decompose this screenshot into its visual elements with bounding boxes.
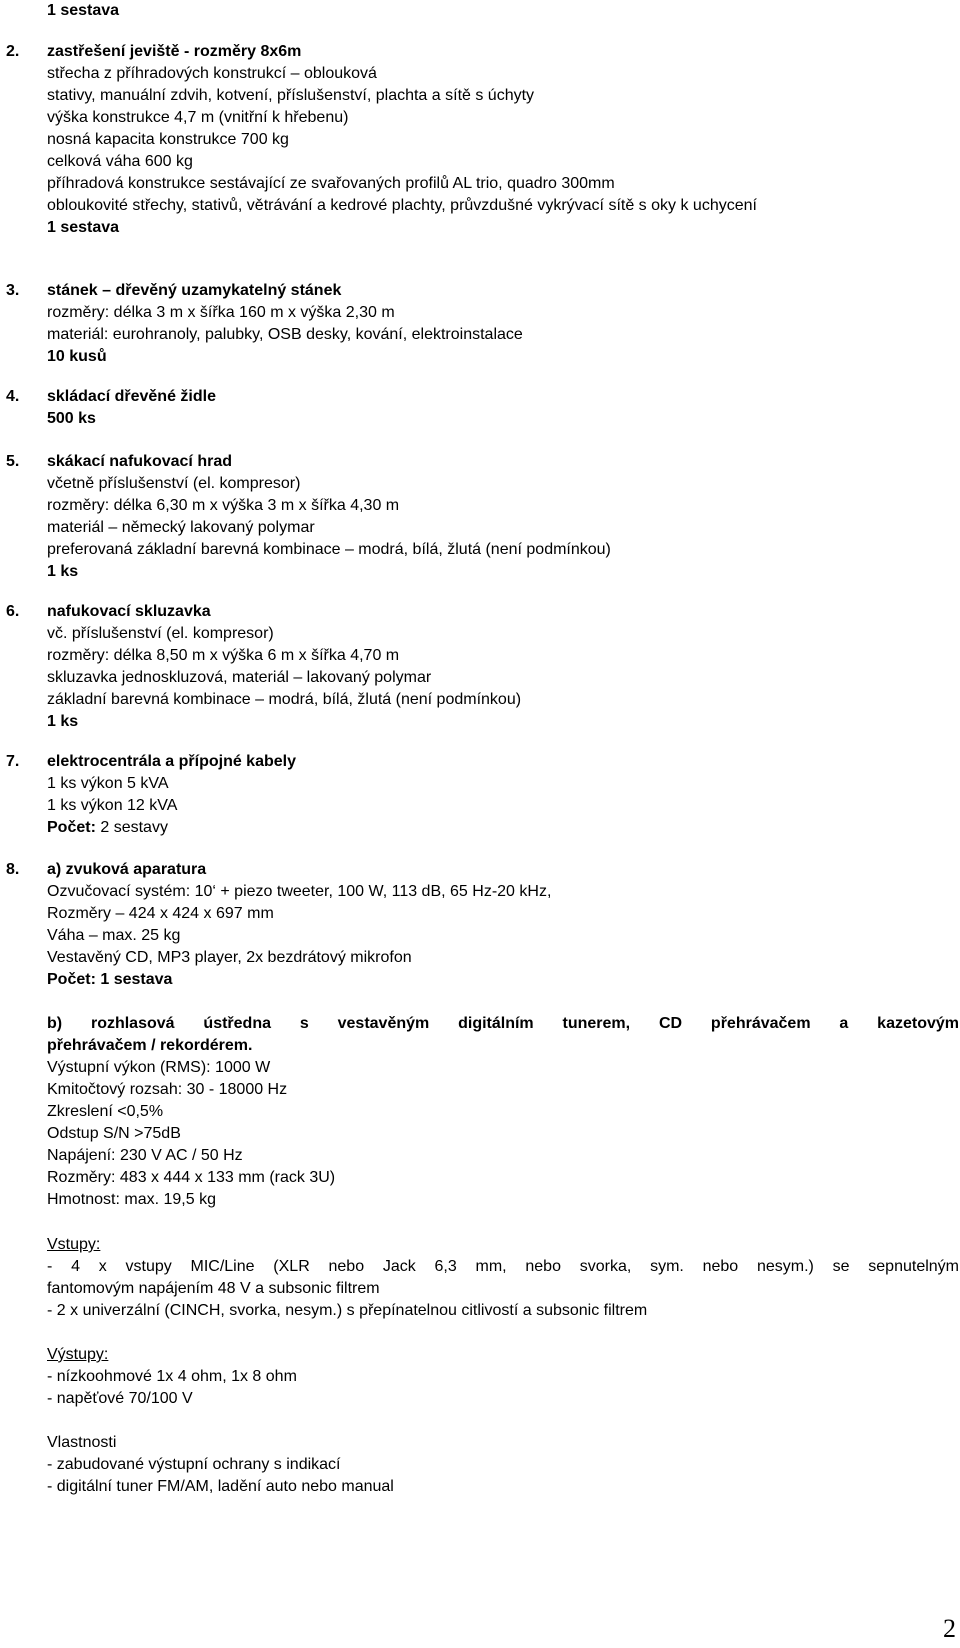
section-6-line: základní barevná kombinace – modrá, bílá, žlutá (není podmínkou) <box>47 691 522 708</box>
section-4-quantity: 500 ks <box>47 410 96 427</box>
section-8b-spec: Výstupní výkon (RMS): 1000 W <box>47 1059 271 1076</box>
section-5-line: včetně příslušenství (el. kompresor) <box>47 475 301 492</box>
section-8-number: 8. <box>6 861 20 878</box>
section-5-quantity: 1 ks <box>47 563 79 580</box>
section-8b-spec: Kmitočtový rozsah: 30 - 18000 Hz <box>47 1081 288 1098</box>
section-5-number: 5. <box>6 453 20 470</box>
section-4-number: 4. <box>6 388 20 405</box>
outputs-line: - napěťové 70/100 V <box>47 1390 193 1407</box>
section-8a-title: a) zvuková aparatura <box>47 861 207 878</box>
section-6-line: rozměry: délka 8,50 m x výška 6 m x šířka 4,70 m <box>47 647 400 664</box>
section-6-title: nafukovací skluzavka <box>47 603 211 620</box>
inputs-line: - 2 x univerzální (CINCH, svorka, nesym.) s přepínatelnou citlivostí a subsonic filtrem <box>47 1302 648 1319</box>
section-7-line: 1 ks výkon 12 kVA <box>47 797 178 814</box>
section-7-number: 7. <box>6 753 20 770</box>
section-7-title: elektrocentrála a přípojné kabely <box>47 753 296 770</box>
section-2-number: 2. <box>6 43 20 60</box>
section-3-quantity: 10 kusů <box>47 348 107 365</box>
section-8b-spec: Napájení: 230 V AC / 50 Hz <box>47 1147 243 1164</box>
inputs-line: fantomovým napájením 48 V a subsonic filtrem <box>47 1280 380 1297</box>
section-2-line: stativy, manuální zdvih, kotvení, příslušenství, plachta a sítě s úchyty <box>47 87 535 104</box>
top-quantity: 1 sestava <box>47 2 120 19</box>
section-8a-line: Váha – max. 25 kg <box>47 927 181 944</box>
section-2-line: příhradová konstrukce sestávající ze svařovaných profilů AL trio, quadro 300mm <box>47 175 615 192</box>
section-6-quantity: 1 ks <box>47 713 79 730</box>
section-8b-spec: Hmotnost: max. 19,5 kg <box>47 1191 216 1208</box>
page-number: 2 <box>943 1614 956 1643</box>
properties-heading: Vlastnosti <box>47 1434 117 1451</box>
section-2-title: zastřešení jeviště - rozměry 8x6m <box>47 43 302 60</box>
section-8b-spec: Odstup S/N >75dB <box>47 1125 181 1142</box>
section-3-number: 3. <box>6 282 20 299</box>
section-8a-line: Rozměry – 424 x 424 x 697 mm <box>47 905 274 922</box>
section-8a-line: Vestavěný CD, MP3 player, 2x bezdrátový mikrofon <box>47 949 412 966</box>
section-2-line: střecha z příhradových konstrukcí – oblouková <box>47 65 377 82</box>
section-5-line: rozměry: délka 6,30 m x výška 3 m x šířka 4,30 m <box>47 497 400 514</box>
section-3-line: materiál: eurohranoly, palubky, OSB desky, kování, elektroinstalace <box>47 326 523 343</box>
section-6-number: 6. <box>6 603 20 620</box>
section-7-count-value: 2 sestavy <box>95 819 168 836</box>
section-5-title: skákací nafukovací hrad <box>47 453 232 470</box>
outputs-line: - nízkoohmové 1x 4 ohm, 1x 8 ohm <box>47 1368 297 1385</box>
section-6-line: vč. příslušenství (el. kompresor) <box>47 625 274 642</box>
section-3-line: rozměry: délka 3 m x šířka 160 m x výška 2,30 m <box>47 304 395 321</box>
section-2-line: celková váha 600 kg <box>47 153 193 170</box>
inputs-heading: Vstupy: <box>47 1236 101 1253</box>
section-8b-title-line1: b) rozhlasová ústředna s vestavěným digitálním tunerem, CD přehrávačem a kazetovým <box>47 1015 959 1032</box>
section-7-count <box>47 817 168 839</box>
section-7-count-label: Počet: <box>47 819 96 836</box>
section-2-line: nosná kapacita konstrukce 700 kg <box>47 131 289 148</box>
section-8b-title-line2: přehrávačem / rekordérem. <box>47 1037 253 1054</box>
section-3-title: stánek – dřevěný uzamykatelný stánek <box>47 282 342 299</box>
section-8a-line: Ozvučovací systém: 10‘ + piezo tweeter, 100 W, 113 dB, 65 Hz-20 kHz, <box>47 883 552 900</box>
inputs-line: - 4 x vstupy MIC/Line (XLR nebo Jack 6,3 mm, nebo svorka, sym. nebo nesym.) se sepnutelným <box>47 1258 959 1275</box>
section-5-line: preferovaná základní barevná kombinace – modrá, bílá, žlutá (není podmínkou) <box>47 541 611 558</box>
section-8b-spec: Zkreslení <0,5% <box>47 1103 164 1120</box>
section-6-line: skluzavka jednoskluzová, materiál – lakovaný polymar <box>47 669 432 686</box>
section-2-line: obloukovité střechy, stativů, větrávání a kedrové plachty, průvzdušné vykrývací sítě s oky k uchycení <box>47 197 757 214</box>
section-2-line: výška konstrukce 4,7 m (vnitřní k hřebenu) <box>47 109 349 126</box>
properties-line: - zabudované výstupní ochrany s indikací <box>47 1456 341 1473</box>
section-4-title: skládací dřevěné židle <box>47 388 216 405</box>
section-8a-count: Počet: 1 sestava <box>47 971 173 988</box>
section-7-line: 1 ks výkon 5 kVA <box>47 775 169 792</box>
section-8b-spec: Rozměry: 483 x 444 x 133 mm (rack 3U) <box>47 1169 336 1186</box>
outputs-heading: Výstupy: <box>47 1346 109 1363</box>
section-5-line: materiál – německý lakovaný polymar <box>47 519 315 536</box>
properties-line: - digitální tuner FM/AM, ladění auto nebo manual <box>47 1478 394 1495</box>
section-2-quantity: 1 sestava <box>47 219 120 236</box>
